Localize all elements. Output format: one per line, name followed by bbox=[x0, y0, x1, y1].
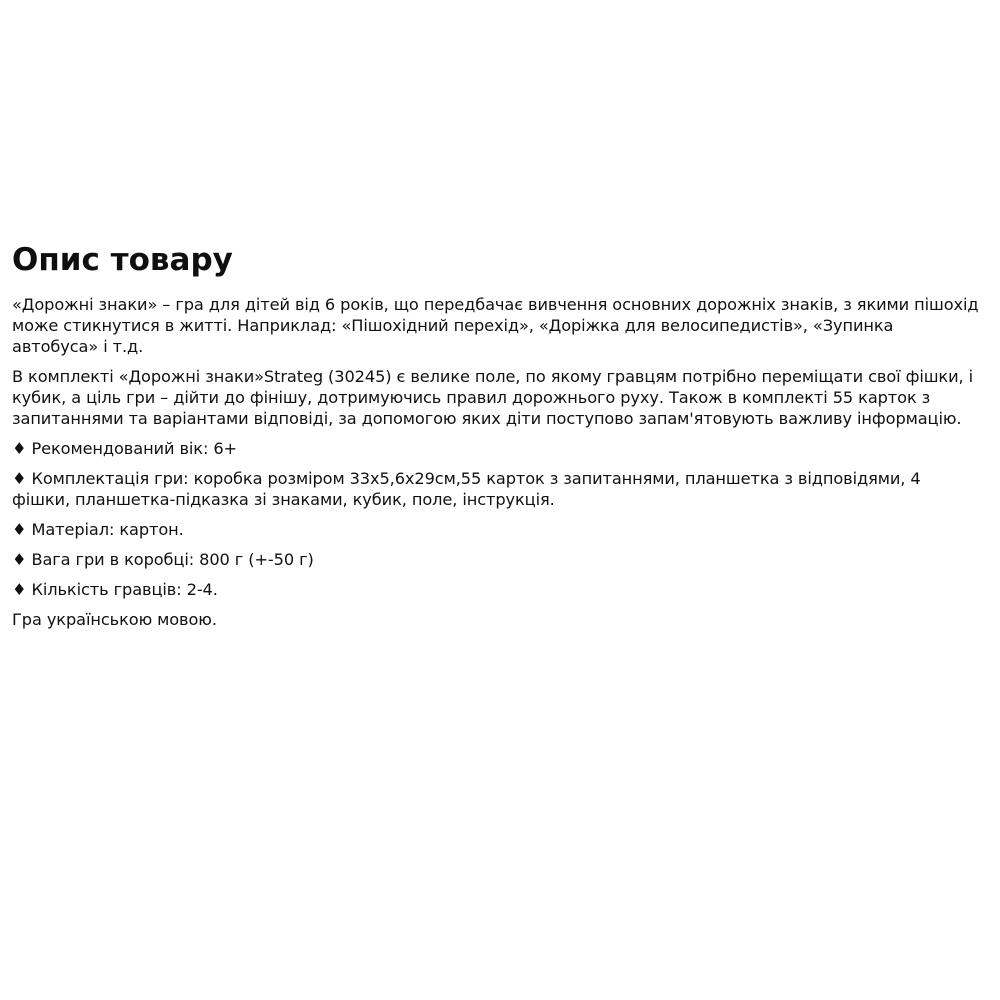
spec-weight: ♦ Вага гри в коробці: 800 г (+-50 г) bbox=[12, 550, 314, 569]
spec-contents: ♦ Комплектація гри: коробка розміром 33х5,6х29см,55 карток з запитаннями, планшетка з відповідями, 4 фішки, планшетка-підказка зі знаками, кубик, поле, інструкція. bbox=[12, 469, 921, 509]
product-description bbox=[12, 238, 982, 639]
spec-material: ♦ Матеріал: картон. bbox=[12, 520, 184, 539]
spec-players: ♦ Кількість гравців: 2-4. bbox=[12, 580, 218, 599]
spec-age: ♦ Рекомендований вік: 6+ bbox=[12, 439, 238, 458]
description-title: Опис товару bbox=[12, 242, 233, 278]
description-kit: В комплекті «Дорожні знаки»Strateg (30245) є велике поле, по якому гравцям потрібно переміщати свої фішки, і кубик, а ціль гри – дійти до фінішу, дотримуючись правил дорожнього руху. Також в комплекті 55 карток з запитаннями та варіантами відповіді, за допомогою яких діти поступово запам'ятовують важливу інформацію. bbox=[12, 367, 974, 428]
description-intro: «Дорожні знаки» – гра для дітей від 6 років, що передбачає вивчення основних дорожніх знаків, з якими пішохід може стикнутися в житті. Наприклад: «Пішохідний перехід», «Доріжка для велосипедистів», «Зупинка автобуса» і т.д. bbox=[12, 295, 979, 356]
language-note: Гра українською мовою. bbox=[12, 610, 217, 629]
